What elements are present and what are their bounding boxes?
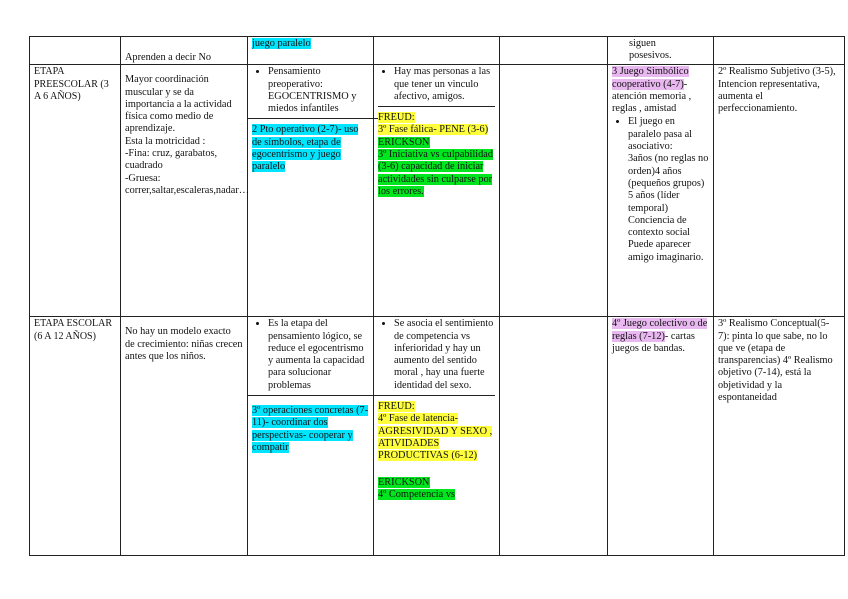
play-bullet-text: El juego en paralelo pasa al asociativo: (628, 116, 693, 153)
cognitive-bullet: • Pensamiento preoperativo: EGOCENTRISMO y miedos infantiles (268, 66, 369, 115)
cognitive-cell (248, 37, 374, 65)
play-line: posesivos. (629, 50, 672, 62)
divider (248, 118, 379, 119)
cognitive-highlight: 3º operaciones concretas (7-11)- coordinar dos perspectivas- cooperar y compatir (252, 405, 369, 453)
erickson-title: ERICKSON (378, 136, 430, 148)
play-cell (608, 317, 714, 556)
cognitive-bullet: • Es la etapa del pensamiento lógico, se reduce el egocentrismo y aumenta la capacidad para solucionar problemas (268, 318, 369, 392)
stage-cell (30, 317, 121, 556)
divider (378, 395, 495, 396)
cognitive-highlight: 2 Pto operativo (2-7)- uso de símbolos, etapa de egocentrismo y juego paralelo (252, 124, 359, 173)
motor-cell (121, 37, 248, 65)
motor-text: -Fina: cruz, garabatos, cuadrado (125, 148, 218, 172)
freud-title: FREUD: (378, 401, 415, 413)
socio-cell (374, 65, 500, 317)
drawing-text: 3º Realismo Conceptual(5-7): pinta lo que sabe, no lo que ve (etapa de transparencias) 4º Realismo objetivo (7-14), está la objetividad y la espontaneidad (718, 318, 833, 404)
play-text: - cartas juegos de bandas. (612, 330, 695, 354)
divider (248, 395, 379, 396)
freud-title: FREUD: (378, 112, 415, 124)
freud-text: 4º Fase de latencia- AGRESIVIDAD Y SEXO , ATIVIDADES PRODUCTIVAS (6-12) (378, 413, 493, 462)
motor-text: Esta la motricidad : (125, 135, 206, 147)
cognitive-cell (248, 65, 374, 317)
motor-text: -Gruesa: correr,saltar,escaleras,nadar… (125, 172, 250, 196)
play-highlight: 4º Juego colectivo o de reglas (7-12) (612, 318, 708, 342)
play-text: - atención memoria , reglas , amistad (612, 78, 692, 115)
erickson-text: 3º Iniciativa vs culpabilidad (3-6) capacidad de iniciar actividades sin culparse por los errores. (378, 149, 493, 197)
motor-cell (121, 317, 248, 556)
socio-bullet: • Se asocia el sentimiento de competencia vs inferioridad y hay un aumento del sentido moral , hay una fuerte identidad del sexo. (394, 318, 495, 392)
cognitive-cell (248, 317, 374, 556)
erickson-title: ERICKSON (378, 476, 430, 488)
play-bullet (628, 116, 709, 264)
socio-cell (374, 37, 500, 65)
divider (378, 106, 495, 107)
table-row (30, 317, 845, 556)
drawing-cell (714, 37, 845, 65)
drawing-cell (714, 317, 845, 556)
stage-cell (30, 65, 121, 317)
socio-bullet: • Hay mas personas a las que tener un vinculo afectivo, amigos. (394, 66, 495, 103)
play-highlight: 3 Juego Simbólico cooperativo (4-7) (612, 66, 689, 90)
empty-cell (500, 317, 608, 556)
cognitive-highlight: juego paralelo (252, 38, 311, 49)
development-stages-table (29, 36, 845, 556)
socio-cell (374, 317, 500, 556)
table-row (30, 65, 845, 317)
table-row (30, 37, 845, 65)
empty-cell (500, 65, 608, 317)
play-text (612, 38, 709, 63)
drawing-cell (714, 65, 845, 317)
empty-cell (500, 37, 608, 65)
stage-cell (30, 37, 121, 65)
motor-cell (121, 65, 248, 317)
play-sub-text: 3años (no reglas no orden)4 años (pequeños grupos) 5 años (líder temporal) Conciencia de contexto social Puede aparecer amigo imaginario. (628, 153, 709, 263)
stage-label: ETAPA PREESCOLAR (3 A 6 AÑOS) (34, 66, 109, 102)
freud-text: 3º Fase fálica- PENE (3-6) (378, 124, 489, 136)
erickson-text: 4º Competencia vs (378, 488, 455, 500)
stage-label: ETAPA ESCOLAR (6 A 12 AÑOS) (34, 318, 113, 342)
motor-text: Mayor coordinación muscular y se da importancia a la actividad física como medio de aprendizaje. (125, 74, 232, 135)
play-line: siguen (629, 38, 656, 49)
play-cell (608, 65, 714, 317)
drawing-text: 2º Realismo Subjetivo (3-5), Intencion representativa, aumenta el perfeccionamiento. (718, 66, 836, 115)
motor-text: Aprenden a decir No (125, 52, 212, 63)
motor-text: No hay un modelo exacto de crecimiento: niñas crecen antes que los niños. (125, 326, 243, 362)
play-cell (608, 37, 714, 65)
